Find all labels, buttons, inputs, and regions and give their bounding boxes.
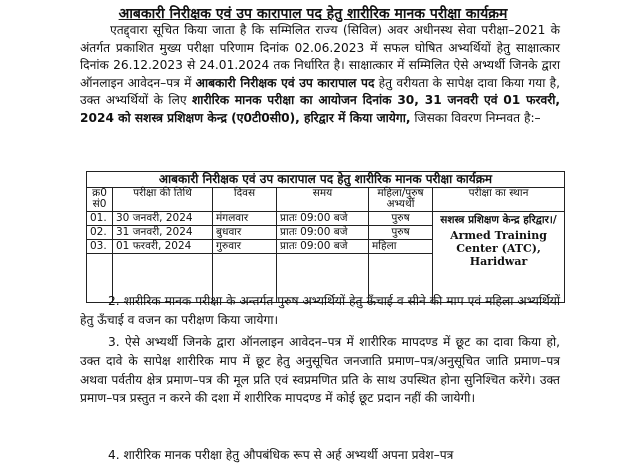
- row-serial: 01.: [87, 212, 113, 226]
- paragraph-2: 2. शारीरिक मानक परीक्षा के अन्तर्गत पुरुष अभ्यर्थियों हेतु ऊँचाई व सीने की माप एवं महिला अभ्यर्थियों हेतु ऊँचाई व वजन का परीक्षण किया जायेगा।: [80, 294, 560, 327]
- row-date: 31 जनवरी, 2024: [113, 226, 213, 240]
- table-header-row: [87, 188, 565, 212]
- row-time: प्रातः 09:00 बजे: [277, 226, 369, 240]
- row-time: प्रातः 09:00 बजे: [277, 212, 369, 226]
- row-day: बुधवार: [213, 226, 277, 240]
- header-serial: क्र0 सं0: [87, 188, 113, 212]
- row-time: प्रातः 09:00 बजे: [277, 240, 369, 254]
- venue-cell: [433, 212, 565, 303]
- row-gender: महिला: [369, 240, 433, 254]
- header-date: परीक्षा की तिथि: [113, 188, 213, 212]
- notice-title: आबकारी निरीक्षक एवं उप कारापाल पद हेतु शारीरिक मानक परीक्षा कार्यक्रम: [118, 6, 508, 22]
- paragraph-4: 4. शारीरिक मानक परीक्षा हेतु औपबंधिक रूप से अर्ह अभ्यर्थी अपना प्रवेश–पत्र: [108, 448, 454, 462]
- intro-text-3: जिसका विवरण निम्नवत है:–: [410, 110, 541, 125]
- row-serial: 02.: [87, 226, 113, 240]
- row-date: 01 फरवरी, 2024: [113, 240, 213, 254]
- intro-text-1: एतद्द्वारा सूचित किया जाता है कि सम्मिलित राज्य (सिविल) अवर अधीनस्थ सेवा परीक्षा–2021 के अंतर्गत प्रकाशित मुख्य परीक्षा परिणाम दिनांक 02.06.2023 में सफल घोषित अभ्यर्थियों हेतु साक्षात्कार दिनांक 26.12.2023 से 24.01.2024 तक निर्धारित है। साक्षात्कार में सम्मिलित ऐसे अभ्यर्थी जिनके द्वारा ऑनलाइन आवेदन–पत्र में: [80, 23, 560, 90]
- row-gender: पुरुष: [369, 212, 433, 226]
- row-date: 30 जनवरी, 2024: [113, 212, 213, 226]
- venue-english: Armed Training Center (ATC), Haridwar: [450, 229, 547, 268]
- header-venue: परीक्षा का स्थान: [433, 188, 565, 212]
- paragraph-3: 3. ऐसे अभ्यर्थी जिनके द्वारा ऑनलाइन आवेदन–पत्र में शारीरिक मापदण्ड में छूट का दावा किया हो, उक्त दावे के सापेक्ष शारीरिक माप में छूट हेतु अनुसूचित जनजाति प्रमाण–पत्र/अनुसूचित जाति प्रमाण–पत्र अथवा पर्वतीय क्षेत्र प्रमाण–पत्र की मूल प्रति एवं स्वप्रमणित प्रति के साथ उपस्थित होना सुनिश्चित करेंगे। उक्त प्रमाण–पत्र प्रस्तुत न करने की दशा में शारीरिक मापदण्ड में कोई छूट प्रदान नहीं की जायेगी।: [80, 335, 560, 406]
- row-gender: पुरुष: [369, 226, 433, 240]
- venue-hindi: सशस्त्र प्रशिक्षण केन्द्र हरिद्वार।/: [440, 214, 557, 226]
- header-gender: महिला/पुरुष अभ्यर्थी: [369, 188, 433, 212]
- table-row: [87, 212, 565, 226]
- row-day: मंगलवार: [213, 212, 277, 226]
- row-serial: 03.: [87, 240, 113, 254]
- table-caption: आबकारी निरीक्षक एवं उप कारापाल पद हेतु शारीरिक मानक परीक्षा कार्यक्रम: [87, 172, 565, 188]
- intro-post-names: आबकारी निरीक्षक एवं उप कारापाल पद: [195, 75, 375, 90]
- intro-paragraph: [80, 22, 560, 128]
- schedule-table: [86, 171, 565, 303]
- intro-text-2: हेतु वरीयता के सापेक्ष दावा किया गया है, उक्त अभ्यर्थियों के लिए: [80, 75, 560, 108]
- intro-exam-schedule: शारीरिक मानक परीक्षा का आयोजन दिनांक 30, 31 जनवरी एवं 01 फरवरी, 2024 को सशस्त्र प्रशिक्षण केन्द्र (ए0टी0सी0), हरिद्वार में किया जायेगा,: [80, 93, 560, 125]
- header-day: दिवस: [213, 188, 277, 212]
- row-day: गुरुवार: [213, 240, 277, 254]
- header-time: समय: [277, 188, 369, 212]
